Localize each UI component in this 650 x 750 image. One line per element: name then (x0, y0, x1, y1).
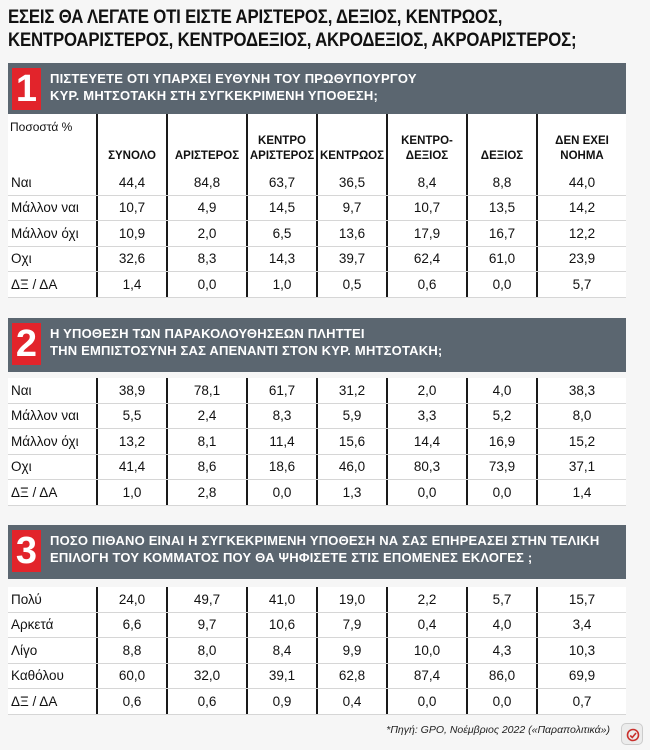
table-cell: 2,2 (386, 587, 466, 612)
table-cell: 0,6 (166, 689, 246, 714)
table-cell: 0,0 (466, 480, 536, 505)
table-cell: 19,0 (316, 587, 386, 612)
table-cell: 41,0 (246, 587, 316, 612)
table-cell: 8,0 (536, 404, 626, 429)
question-line: ΤΗΝ ΕΜΠΙΣΤΟΣΥΝΗ ΣΑΣ ΑΠΕΝΑΝΤΙ ΣΤΟΝ ΚΥΡ. ΜΗΤΣΟΤΑΚΗ; (50, 343, 443, 358)
table-cell: 63,7 (246, 170, 316, 195)
column-header: ΑΡΙΣΤΕΡΟΣ (166, 114, 246, 170)
row-label-header: Ποσοστά % (10, 120, 73, 134)
row-label: Μάλλον ναι (11, 408, 79, 424)
column-header: ΚΕΝΤΡΟ- ΔΕΞΙΟΣ (386, 114, 466, 170)
table-cell: 78,1 (166, 378, 246, 403)
table-cell: 60,0 (96, 664, 166, 689)
table-cell: 13,6 (316, 221, 386, 246)
table-cell: 86,0 (466, 664, 536, 689)
table-cell: 18,6 (246, 455, 316, 480)
table-cell: 8,8 (96, 638, 166, 663)
table-cell: 38,3 (536, 378, 626, 403)
row-label: Μάλλον ναι (11, 200, 79, 216)
table-cell: 62,8 (316, 664, 386, 689)
question-bar-3 (8, 525, 626, 579)
table-cell: 0,0 (386, 689, 466, 714)
table-cell: 13,5 (466, 196, 536, 221)
question-text (50, 325, 442, 359)
row-label: ΔΞ / ΔΑ (11, 693, 58, 709)
table-row (8, 272, 626, 298)
table-row (8, 429, 626, 455)
table-cell: 1,0 (246, 272, 316, 297)
table-cell: 10,7 (96, 196, 166, 221)
table-cell: 0,0 (466, 272, 536, 297)
table-body-3 (8, 587, 626, 715)
table-cell: 0,5 (316, 272, 386, 297)
table-cell: 5,7 (466, 587, 536, 612)
table-cell: 5,9 (316, 404, 386, 429)
table-cell: 7,9 (316, 613, 386, 638)
table-cell: 24,0 (96, 587, 166, 612)
table-cell: 10,9 (96, 221, 166, 246)
table-cell: 61,0 (466, 247, 536, 272)
table-cell: 38,9 (96, 378, 166, 403)
question-number-badge: 2 (12, 323, 41, 365)
column-header: ΣΥΝΟΛΟ (96, 114, 166, 170)
table-cell: 49,7 (166, 587, 246, 612)
table-cell: 1,3 (316, 480, 386, 505)
column-header: ΚΕΝΤΡΩΟΣ (316, 114, 386, 170)
row-label: Αρκετά (11, 617, 54, 633)
table-cell: 0,6 (386, 272, 466, 297)
table-cell: 8,8 (466, 170, 536, 195)
table-cell: 1,4 (96, 272, 166, 297)
table-cell: 0,6 (96, 689, 166, 714)
table-cell: 8,0 (166, 638, 246, 663)
table-cell: 44,4 (96, 170, 166, 195)
question-number-badge: 1 (12, 68, 41, 110)
question-line: ΠΙΣΤΕΥΕΤΕ ΟΤΙ ΥΠΑΡΧΕΙ ΕΥΘΥΝΗ ΤΟΥ ΠΡΩΘΥΠΟΥΡΓΟΥ (50, 71, 417, 86)
table-cell: 5,7 (536, 272, 626, 297)
table-cell: 8,4 (246, 638, 316, 663)
page-title: ΕΣΕΙΣ ΘΑ ΛΕΓΑΤΕ ΟΤΙ ΕΙΣΤΕ ΑΡΙΣΤΕΡΟΣ, ΔΕΞΙΟΣ, ΚΕΝΤΡΩΟΣ, ΚΕΝΤΡΟΑΡΙΣΤΕΡΟΣ, ΚΕΝΤΡΟΔΕΞΙΟΣ, ΑΚΡΟΔΕΞΙΟΣ, ΑΚΡΟΑΡΙΣΤΕΡΟΣ; (8, 6, 577, 51)
table-row (8, 170, 626, 196)
table-cell: 62,4 (386, 247, 466, 272)
table-cell: 14,3 (246, 247, 316, 272)
table-cell: 69,9 (536, 664, 626, 689)
table-cell: 1,0 (96, 480, 166, 505)
table-cell: 11,4 (246, 429, 316, 454)
table-cell: 31,2 (316, 378, 386, 403)
table-cell: 44,0 (536, 170, 626, 195)
table-row (8, 221, 626, 247)
question-line: ΕΠΙΛΟΓΗ ΤΟΥ ΚΟΜΜΑΤΟΣ ΠΟΥ ΘΑ ΨΗΦΙΣΕΤΕ ΣΤΙΣ ΕΠΟΜΕΝΕΣ ΕΚΛΟΓΕΣ ; (50, 550, 533, 565)
row-label: Ναι (11, 382, 32, 398)
table-cell: 8,6 (166, 455, 246, 480)
table-cell: 0,0 (386, 480, 466, 505)
table-cell: 15,6 (316, 429, 386, 454)
table-cell: 9,7 (316, 196, 386, 221)
table-cell: 6,6 (96, 613, 166, 638)
row-label: ΔΞ / ΔΑ (11, 484, 58, 500)
table-cell: 0,9 (246, 689, 316, 714)
table-cell: 16,9 (466, 429, 536, 454)
table-cell: 0,0 (166, 272, 246, 297)
table-cell: 0,0 (466, 689, 536, 714)
column-header: ΔΕΝ ΕΧΕΙ ΝΟΗΜΑ (536, 114, 626, 170)
table-cell: 41,4 (96, 455, 166, 480)
row-label: Ναι (11, 174, 32, 190)
row-label: Μάλλον όχι (11, 225, 79, 241)
table-cell: 23,9 (536, 247, 626, 272)
table-cell: 15,2 (536, 429, 626, 454)
table-cell: 32,6 (96, 247, 166, 272)
table-row (8, 664, 626, 690)
table-cell: 5,2 (466, 404, 536, 429)
question-line: ΚΥΡ. ΜΗΤΣΟΤΑΚΗ ΣΤΗ ΣΥΓΚΕΚΡΙΜΕΝΗ ΥΠΟΘΕΣΗ; (50, 88, 378, 103)
share-icon[interactable] (621, 723, 643, 745)
table-row (8, 455, 626, 481)
table-cell: 32,0 (166, 664, 246, 689)
table-cell: 1,4 (536, 480, 626, 505)
table-cell: 36,5 (316, 170, 386, 195)
row-label: Καθόλου (11, 668, 64, 684)
row-label: Λίγο (11, 642, 38, 658)
table-cell: 8,1 (166, 429, 246, 454)
question-line: Η ΥΠΟΘΕΣΗ ΤΩΝ ΠΑΡΑΚΟΛΟΥΘΗΣΕΩΝ ΠΛΗΤΤΕΙ (50, 326, 365, 341)
row-label: Πολύ (11, 591, 42, 607)
table-cell: 8,3 (246, 404, 316, 429)
table-cell: 5,5 (96, 404, 166, 429)
question-text (50, 532, 599, 566)
table-body-2 (8, 378, 626, 506)
table-cell: 14,5 (246, 196, 316, 221)
table-row (8, 587, 626, 613)
row-label: ΔΞ / ΔΑ (11, 276, 58, 292)
table-cell: 3,4 (536, 613, 626, 638)
table-row (8, 404, 626, 430)
table-cell: 15,7 (536, 587, 626, 612)
question-text (50, 70, 417, 104)
table-cell: 14,4 (386, 429, 466, 454)
table-cell: 46,0 (316, 455, 386, 480)
table-cell: 0,4 (316, 689, 386, 714)
table-cell: 9,7 (166, 613, 246, 638)
table-cell: 14,2 (536, 196, 626, 221)
table-cell: 37,1 (536, 455, 626, 480)
table-cell: 39,7 (316, 247, 386, 272)
question-number-badge: 3 (12, 530, 41, 572)
table-cell: 13,2 (96, 429, 166, 454)
table-row (8, 638, 626, 664)
question-line: ΠΟΣΟ ΠΙΘΑΝΟ ΕΙΝΑΙ Η ΣΥΓΚΕΚΡΙΜΕΝΗ ΥΠΟΘΕΣΗ ΝΑ ΣΑΣ ΕΠΗΡΕΑΣΕΙ ΣΤΗΝ ΤΕΛΙΚΗ (50, 533, 600, 548)
table-row (8, 247, 626, 273)
question-bar-2 (8, 318, 626, 372)
table-cell: 80,3 (386, 455, 466, 480)
table-cell: 4,3 (466, 638, 536, 663)
table-cell: 2,4 (166, 404, 246, 429)
row-label: Μάλλον όχι (11, 433, 79, 449)
table-cell: 39,1 (246, 664, 316, 689)
table-cell: 4,9 (166, 196, 246, 221)
table-cell: 3,3 (386, 404, 466, 429)
table-row (8, 613, 626, 639)
table-row (8, 378, 626, 404)
table-cell: 9,9 (316, 638, 386, 663)
table-cell: 8,3 (166, 247, 246, 272)
table-cell: 87,4 (386, 664, 466, 689)
table-body-1 (8, 170, 626, 298)
table-cell: 10,7 (386, 196, 466, 221)
table-cell: 6,5 (246, 221, 316, 246)
table-cell: 12,2 (536, 221, 626, 246)
row-label: Οχι (11, 459, 32, 475)
table-row (8, 480, 626, 506)
column-header: ΔΕΞΙΟΣ (466, 114, 536, 170)
table-row (8, 689, 626, 715)
table-cell: 84,8 (166, 170, 246, 195)
table-cell: 0,0 (246, 480, 316, 505)
table-cell: 10,3 (536, 638, 626, 663)
table-cell: 4,0 (466, 378, 536, 403)
column-header-row (8, 114, 626, 170)
table-cell: 10,0 (386, 638, 466, 663)
table-cell: 2,0 (386, 378, 466, 403)
table-cell: 17,9 (386, 221, 466, 246)
table-row (8, 196, 626, 222)
table-cell: 10,6 (246, 613, 316, 638)
table-cell: 4,0 (466, 613, 536, 638)
source-note: *Πηγή: GPO, Νοέμβριος 2022 («Παραπολιτικά») (386, 724, 610, 736)
table-cell: 61,7 (246, 378, 316, 403)
table-cell: 0,7 (536, 689, 626, 714)
table-cell: 0,4 (386, 613, 466, 638)
table-cell: 8,4 (386, 170, 466, 195)
question-bar-1 (8, 63, 626, 115)
table-cell: 2,0 (166, 221, 246, 246)
table-cell: 16,7 (466, 221, 536, 246)
table-cell: 73,9 (466, 455, 536, 480)
column-header: ΚΕΝΤΡΟ ΑΡΙΣΤΕΡΟΣ (246, 114, 316, 170)
table-cell: 2,8 (166, 480, 246, 505)
row-label: Οχι (11, 251, 32, 267)
